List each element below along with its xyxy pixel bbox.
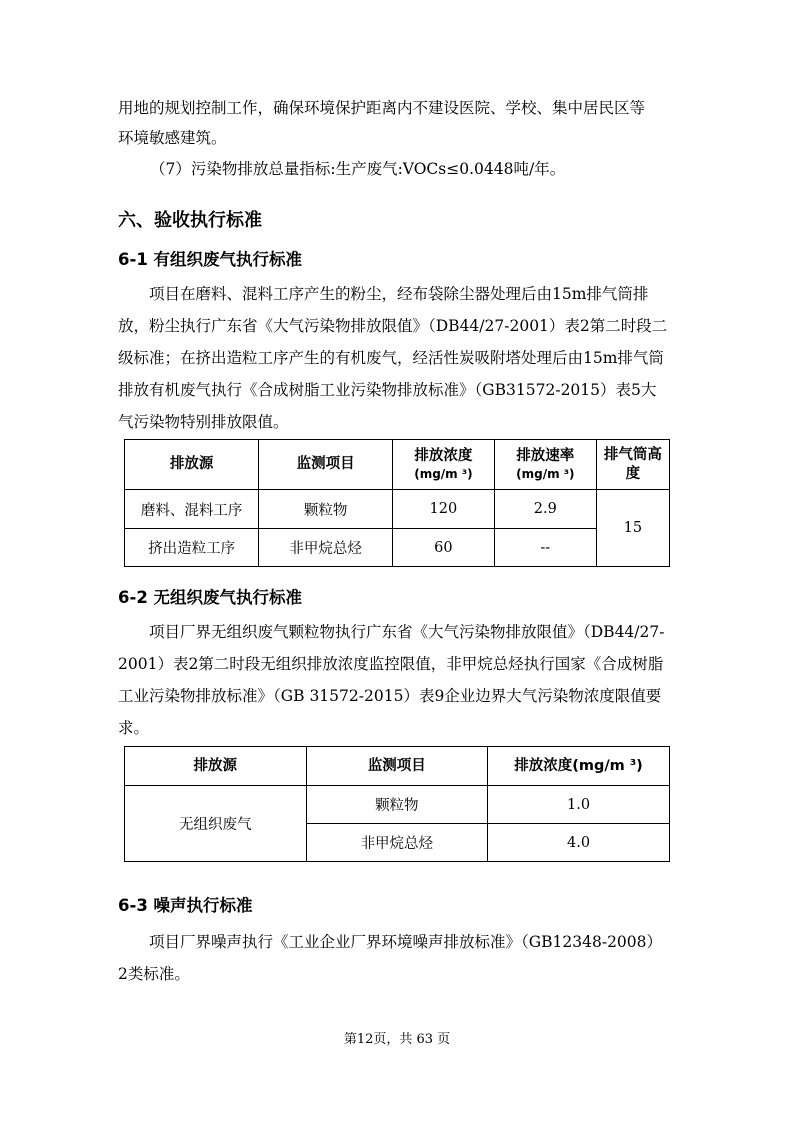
header-rate: [494, 440, 596, 490]
cell-item: 非甲烷总烃: [259, 529, 393, 567]
table-row: [125, 529, 670, 567]
section-6-title: 六、验收执行标准: [118, 210, 262, 231]
cell-source: 挤出造粒工序: [125, 529, 259, 567]
table-row: [125, 490, 670, 529]
header-conc-label: 排放浓度: [414, 448, 473, 464]
section-6-3-title: 6-3 噪声执行标准: [118, 896, 253, 915]
cell-conc: 1.0: [488, 786, 670, 824]
cell-rate: --: [494, 529, 596, 567]
header-item: 监测项目: [306, 747, 488, 786]
cell-height: 15: [596, 490, 669, 567]
header-rate-label: 排放速率: [516, 448, 575, 464]
cell-item: 颗粒物: [306, 786, 488, 824]
header-height: 排气筒高度: [596, 440, 669, 490]
cell-source: 无组织废气: [125, 786, 307, 862]
section-6-1-title: 6-1 有组织废气执行标准: [118, 250, 303, 269]
header-rate-unit: (mg/m ³): [516, 467, 575, 481]
intro-line-1: 用地的规划控制工作，确保环境保护距离内不建设医院、学校、集中居民区等: [118, 99, 646, 117]
section-6-1-paragraph: 项目在磨料、混料工序产生的粉尘，经布袋除尘器处理后由15m排气筒排放，粉尘执行广东省《大气污染物排放限值》（DB44/27-2001）表2第二时段二级标准；在挤出造粒工序产生的有机废气，经活性炭吸附塔处理后由15m排气筒排放有机废气执行《合成树脂工业污染物排放标准》（GB31572-2015）表5大气污染物特别排放限值。: [118, 285, 668, 431]
header-conc: [392, 440, 494, 490]
intro-line-2: 环境敏感建筑。: [118, 129, 227, 147]
cell-source: 磨料、混料工序: [125, 490, 259, 529]
cell-conc: 60: [392, 529, 494, 567]
header-item: 监测项目: [259, 440, 393, 490]
header-conc: 排放浓度(mg/m ³): [488, 747, 670, 786]
header-source: 排放源: [125, 747, 307, 786]
section-6-3-paragraph: 项目厂界噪声执行《工业企业厂界环境噪声排放标准》（GB12348-2008）2类标准。: [118, 933, 663, 983]
fugitive-emission-table: [124, 746, 670, 862]
section-6-2-title: 6-2 无组织废气执行标准: [118, 588, 303, 607]
organized-emission-table: [124, 439, 670, 567]
page-footer: 第12页，共 63 页: [343, 1032, 451, 1047]
header-source: 排放源: [125, 440, 259, 490]
section-6-2-paragraph: 项目厂界无组织废气颗粒物执行广东省《大气污染物排放限值》（DB44/27-2001）表2第二时段无组织排放浓度监控限值，非甲烷总烃执行国家《合成树脂工业污染物排放标准》（GB 31572-2015）表9企业边界大气污染物浓度限值要求。: [118, 623, 665, 737]
cell-item: 颗粒物: [259, 490, 393, 529]
header-conc-unit: (mg/m ³): [414, 467, 473, 481]
intro-line-3: （7）污染物排放总量指标:生产废气:VOCs≤0.0448吨/年。: [150, 160, 566, 178]
table-row: [125, 786, 670, 824]
cell-conc: 120: [392, 490, 494, 529]
cell-conc: 4.0: [488, 824, 670, 862]
cell-item: 非甲烷总烃: [306, 824, 488, 862]
cell-rate: 2.9: [494, 490, 596, 529]
